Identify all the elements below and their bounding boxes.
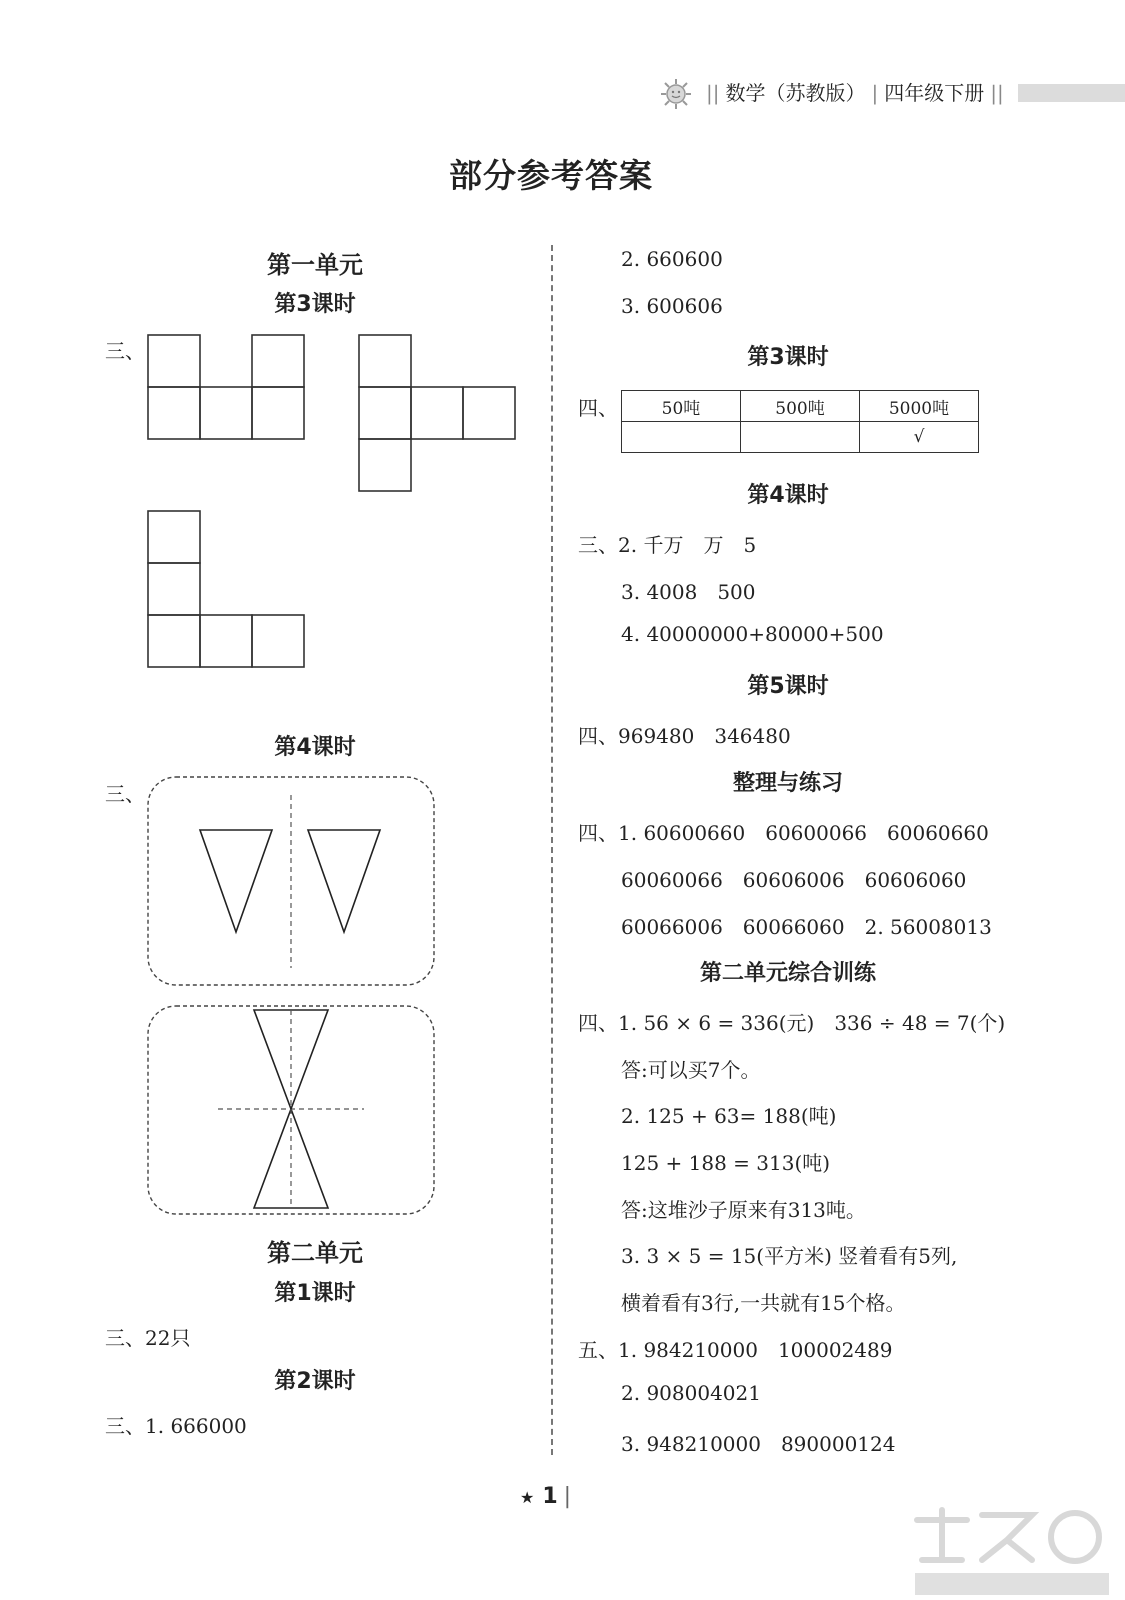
u2-l1-answer: 三、22只 (105, 1326, 191, 1350)
l4-line-3: 4. 40000000+80000+500 (621, 622, 884, 646)
table-marker: 四、 (578, 396, 618, 420)
train-line-7: 横着看有3行,一共就有15个格。 (621, 1291, 906, 1315)
unit2-heading: 第二单元 (267, 1239, 363, 1267)
watermark-logo (907, 1505, 1117, 1600)
train-line-1: 四、1. 56 × 6 = 336(元) 336 ÷ 48 = 7(个) (578, 1011, 1006, 1035)
train-line-9: 2. 908004021 (621, 1381, 761, 1405)
u2-lesson1-heading: 第1课时 (274, 1281, 356, 1306)
unit1-heading: 第一单元 (267, 251, 363, 279)
train-line-6: 3. 3 × 5 = 15(平方米) 竖着看有5列, (621, 1244, 958, 1268)
train-line-2: 答:可以买7个。 (621, 1058, 761, 1082)
unit2-training-heading: 第二单元综合训练 (699, 961, 876, 986)
page-title: 部分参考答案 (449, 156, 653, 195)
page-footer (520, 1484, 571, 1509)
train-line-3: 2. 125 + 63= 188(吨) (621, 1104, 837, 1128)
header-grade: 四年级下册 (884, 81, 985, 105)
table-row (622, 422, 979, 453)
table-header-row (622, 391, 979, 422)
lesson5-heading: 第5课时 (747, 674, 829, 699)
review-line-1: 四、1. 60600660 60600066 60060660 (578, 821, 989, 845)
answer-line-3: 3. 600606 (621, 294, 723, 318)
table-header-cell: 5000吨 (860, 391, 979, 422)
footer-tick: | (563, 1484, 572, 1509)
l4-line-1: 三、2. 千万 万 5 (578, 533, 757, 557)
review-heading: 整理与练习 (732, 771, 843, 796)
table-cell: √ (860, 422, 979, 453)
header-text: || 数学（苏教版） | 四年级下册 || (706, 81, 1004, 105)
u1-l4-marker: 三、 (105, 782, 145, 806)
train-line-8: 五、1. 984210000 100002489 (578, 1338, 893, 1362)
table-header-cell: 500吨 (741, 391, 860, 422)
u1-lesson4-heading: 第4课时 (274, 735, 356, 760)
table-cell (622, 422, 741, 453)
l4-line-2: 3. 4008 500 (621, 580, 756, 604)
page-number: 1 (542, 1484, 558, 1509)
lesson4-heading: 第4课时 (747, 483, 829, 508)
train-line-10: 3. 948210000 890000124 (621, 1432, 896, 1456)
train-line-5: 答:这堆沙子原来有313吨。 (621, 1198, 866, 1222)
weight-table (621, 390, 979, 453)
u1-lesson3-heading: 第3课时 (274, 292, 356, 317)
star-icon: ★ (520, 1488, 535, 1507)
table-header-cell: 50吨 (622, 391, 741, 422)
lesson3-heading: 第3课时 (747, 345, 829, 370)
u2-lesson2-heading: 第2课时 (274, 1369, 356, 1394)
u1-l3-marker: 三、 (105, 339, 145, 363)
u2-l2-answer: 三、1. 666000 (105, 1414, 247, 1438)
answer-line-2: 2. 660600 (621, 247, 723, 271)
train-line-4: 125 + 188 = 313(吨) (621, 1151, 831, 1175)
review-line-3: 60066006 60066060 2. 56008013 (621, 915, 992, 939)
header-subject: 数学（苏教版） (725, 81, 866, 105)
table-cell (741, 422, 860, 453)
l5-line: 四、969480 346480 (578, 724, 791, 748)
review-line-2: 60060066 60606006 60606060 (621, 868, 967, 892)
